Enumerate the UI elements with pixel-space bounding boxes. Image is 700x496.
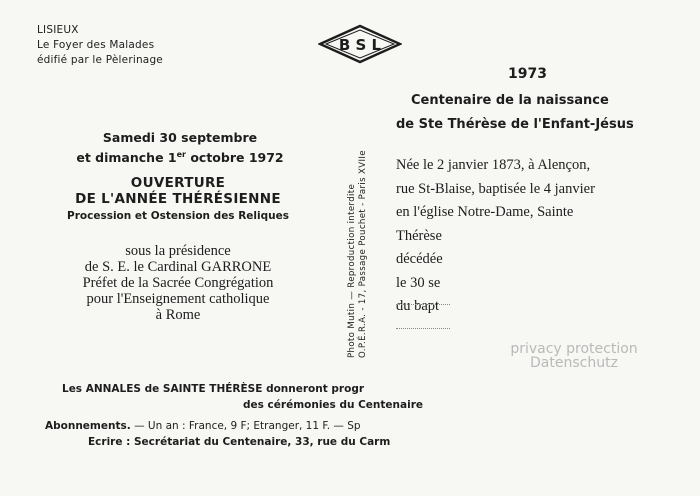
presidency-line: sous la présidence	[125, 243, 231, 259]
publisher-line: édifié par le Pèlerinage	[37, 54, 163, 66]
write-to-line: Ecrire : Secrétariat du Centenaire, 33, rue du Carm	[88, 436, 391, 448]
date-ordinal: er	[176, 150, 186, 159]
date-suffix: octobre 1972	[185, 150, 284, 166]
blank-line	[396, 303, 450, 305]
subscription-label: Abonnements.	[45, 420, 131, 432]
watermark-line: Datenschutz	[530, 355, 618, 371]
centenary-subtitle: de Ste Thérèse de l'Enfant-Jésus	[396, 117, 634, 132]
bio-line: en l'église Notre-Dame, Sainte	[396, 204, 574, 220]
bio-line: Née le 2 janvier 1873, à Alençon,	[396, 157, 591, 173]
publisher-line: LISIEUX	[37, 24, 79, 36]
centenary-title: Centenaire de la naissance	[411, 93, 609, 108]
date-prefix: et dimanche 1	[76, 150, 177, 166]
presidency-line: à Rome	[155, 307, 201, 323]
event-dates	[60, 129, 300, 166]
privacy-watermark	[500, 342, 648, 370]
vertical-credit	[347, 150, 369, 358]
annales-line: Les ANNALES de SAINTE THÉRÈSE donneront progr	[62, 383, 365, 395]
bio-line: le 30 se	[396, 274, 441, 291]
presidency-block	[45, 243, 311, 323]
presidency-line: de S. E. le Cardinal GARRONE	[84, 259, 272, 275]
blank-line	[396, 327, 450, 329]
bio-line: rue St-Blaise, baptisée le 4 janvier	[396, 180, 595, 197]
publisher-logo	[318, 24, 402, 64]
credit-line: O.P.É.R.A. - 17, Passage Pouchet - Paris XVIIe	[358, 150, 368, 358]
watermark-line: privacy protection	[510, 341, 638, 357]
opening-title: OUVERTURE	[130, 175, 226, 191]
subscription-line	[45, 418, 361, 434]
date-line	[60, 146, 300, 166]
bio-line: Thérèse	[396, 227, 442, 244]
subscription-text: — Un an : France, 9 F; Etranger, 11 F. — Sp	[130, 420, 361, 432]
logo-text: B S L	[338, 36, 382, 54]
presidency-line: pour l'Enseignement catholique	[86, 291, 270, 307]
publisher-block	[37, 23, 163, 68]
opening-block	[45, 175, 311, 225]
opening-description: Procession et Ostension des Reliques	[67, 210, 289, 222]
publisher-line: Le Foyer des Malades	[37, 39, 155, 51]
date-line: Samedi 30 septembre	[102, 130, 258, 145]
bio-line: décédée	[396, 251, 443, 267]
annales-line: des cérémonies du Centenaire	[243, 399, 423, 411]
opening-subtitle: DE L'ANNÉE THÉRÉSIENNE	[75, 191, 281, 207]
year-heading: 1973	[508, 66, 547, 82]
credit-line: Photo Mutin — Reproduction interdite	[347, 183, 357, 358]
bio-line: du bapt	[396, 298, 440, 314]
presidency-line: Préfet de la Sacrée Congrégation	[82, 275, 274, 291]
